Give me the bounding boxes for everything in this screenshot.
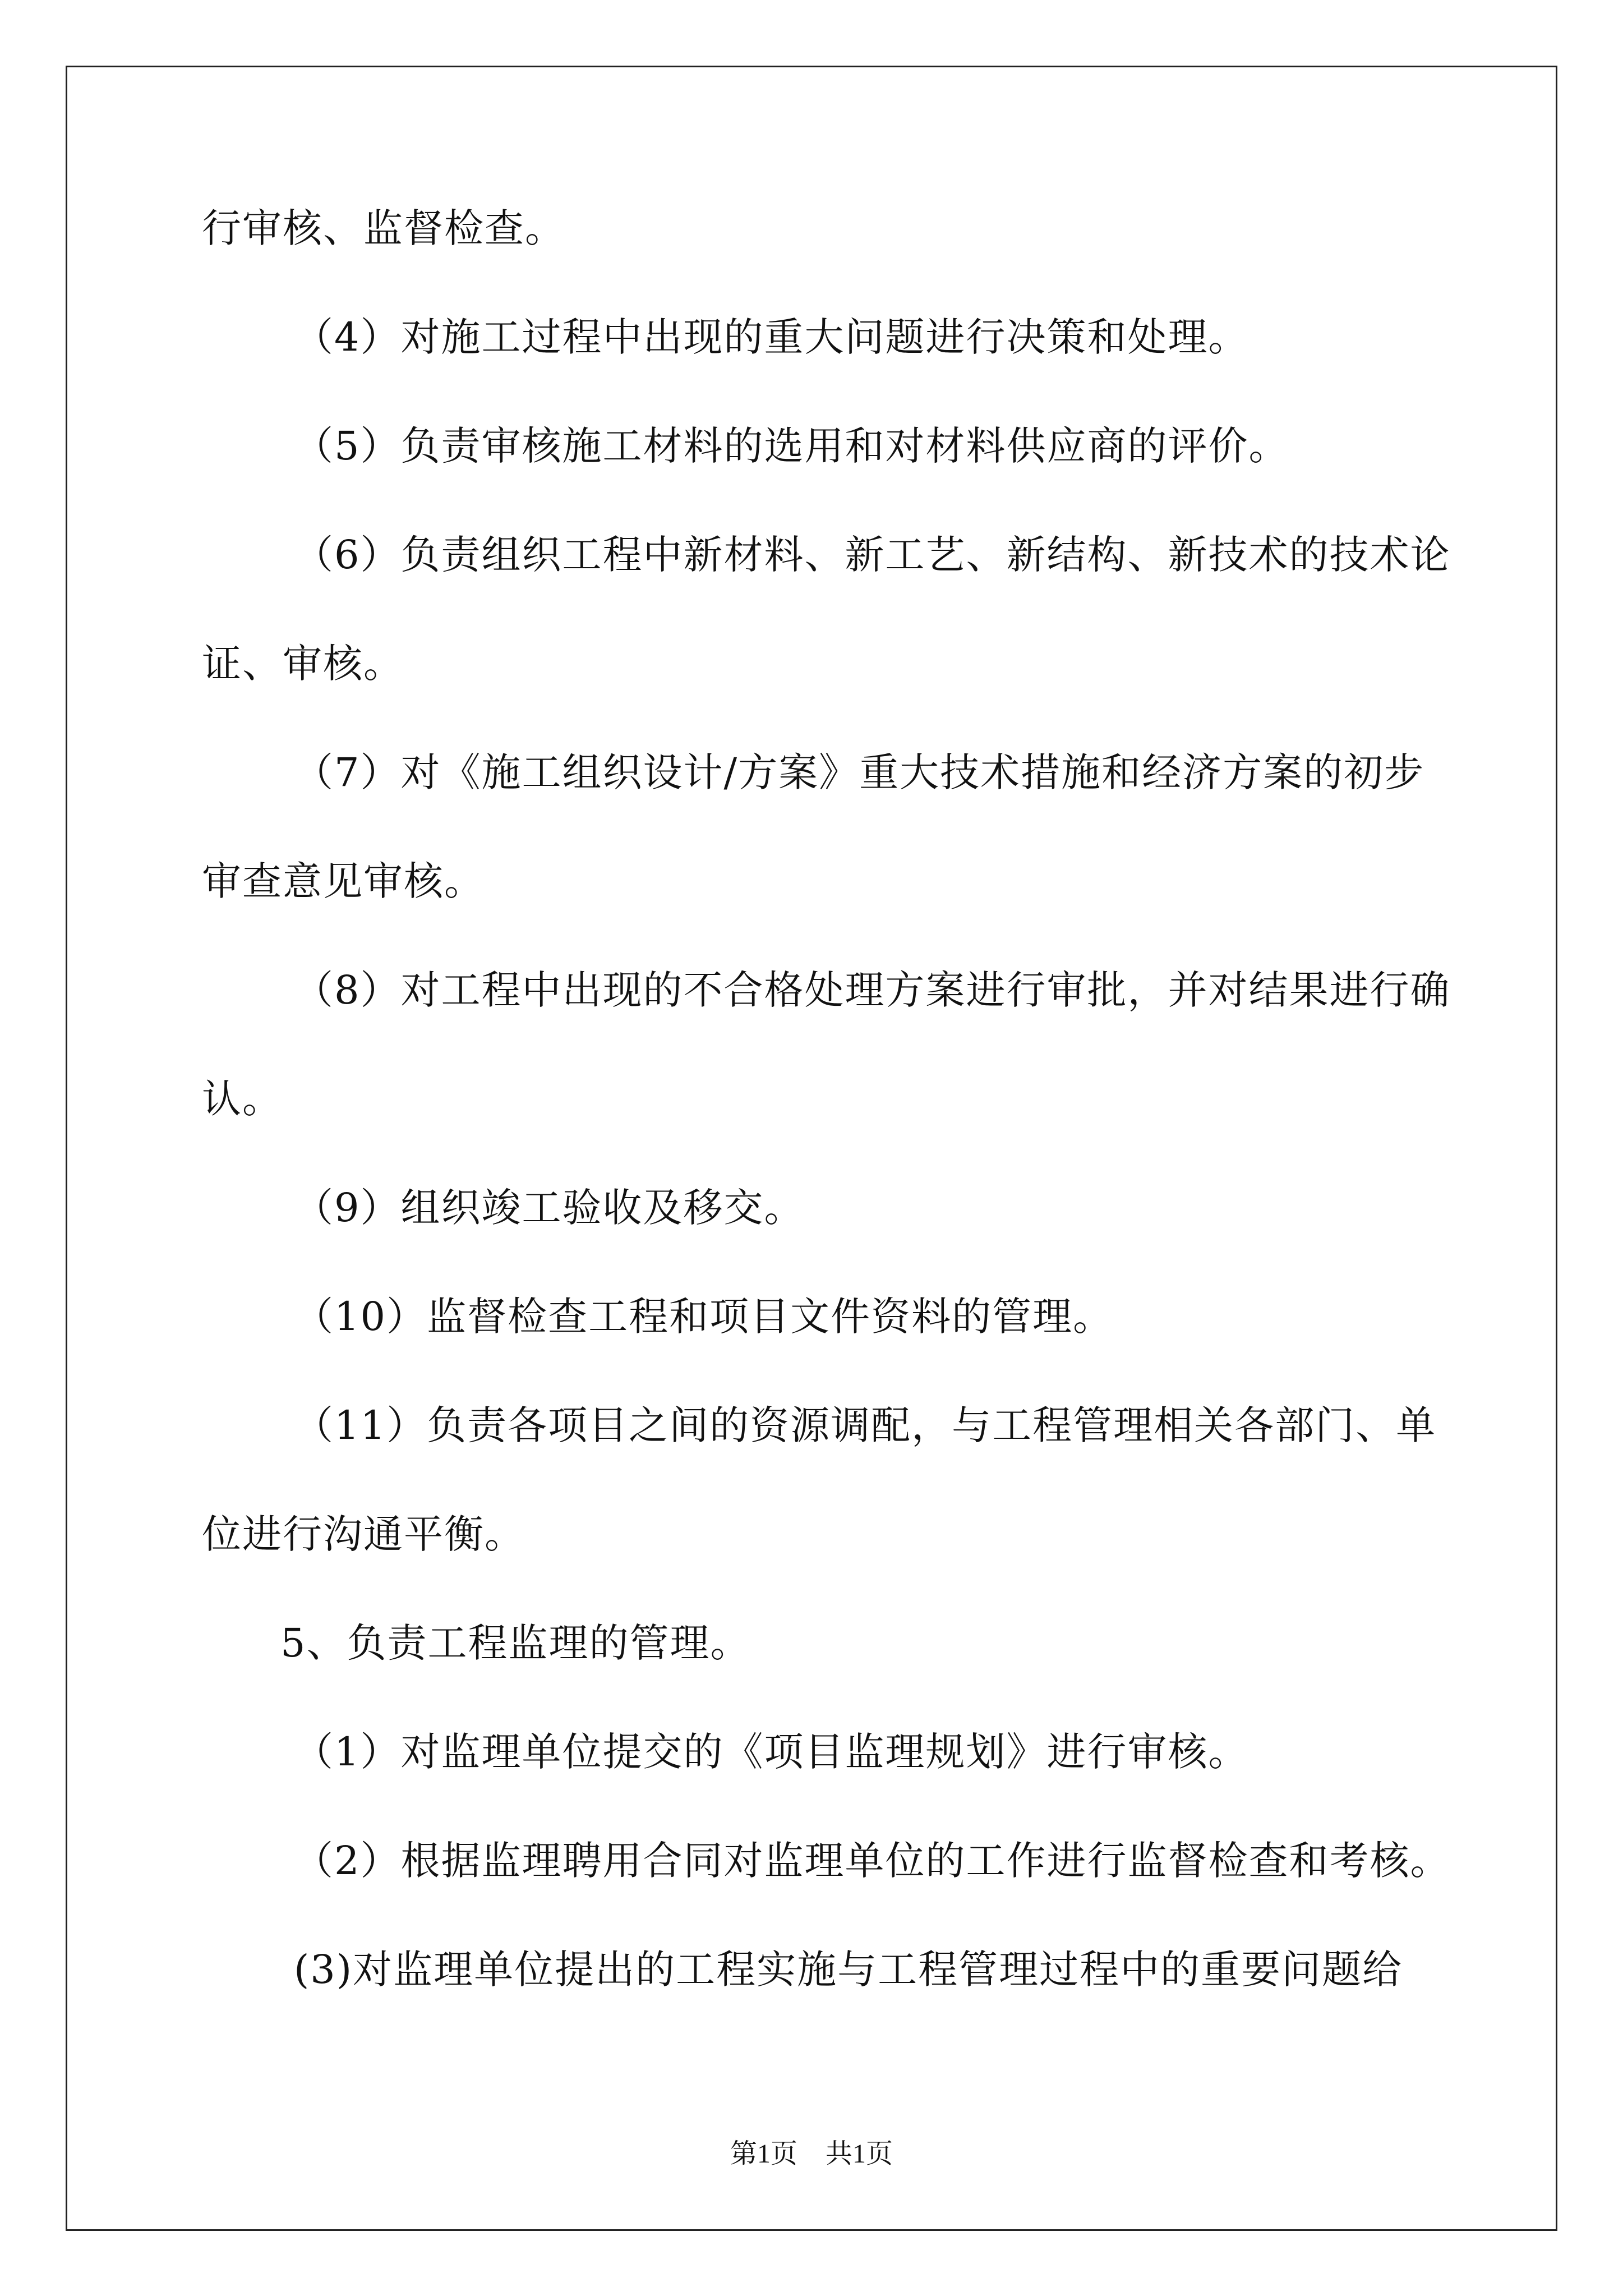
paragraph: (3)对监理单位提出的工程实施与工程管理过程中的重要问题给 bbox=[294, 1947, 1403, 1993]
paragraph: 行审核、监督检查。 bbox=[202, 205, 565, 251]
paragraph: （6）负责组织工程中新材料、新工艺、新结构、新技术的技术论 bbox=[294, 532, 1451, 578]
document-body bbox=[202, 202, 1451, 2052]
paragraph: （1）对监理单位提交的《项目监理规划》进行审核。 bbox=[294, 1729, 1249, 1775]
page-footer bbox=[0, 2132, 1623, 2170]
page-total: 共1页 bbox=[826, 2139, 893, 2169]
paragraph: （2）根据监理聘用合同对监理单位的工作进行监督检查和考核。 bbox=[294, 1838, 1451, 1884]
paragraph: 5、负责工程监理的管理。 bbox=[280, 1620, 751, 1666]
paragraph: （9）组织竣工验收及移交。 bbox=[294, 1185, 805, 1231]
paragraph: 审查意见审核。 bbox=[202, 858, 485, 904]
paragraph: （11）负责各项目之间的资源调配，与工程管理相关各部门、单 bbox=[294, 1402, 1437, 1448]
paragraph: （10）监督检查工程和项目文件资料的管理。 bbox=[294, 1294, 1114, 1340]
page-number: 第1页 bbox=[730, 2139, 797, 2169]
paragraph: （4）对施工过程中出现的重大问题进行决策和处理。 bbox=[294, 314, 1249, 360]
paragraph: 位进行沟通平衡。 bbox=[202, 1511, 525, 1557]
paragraph: （5）负责审核施工材料的选用和对材料供应商的评价。 bbox=[294, 423, 1289, 469]
paragraph: 证、审核。 bbox=[202, 641, 404, 687]
paragraph: （8）对工程中出现的不合格处理方案进行审批，并对结果进行确 bbox=[294, 967, 1451, 1013]
paragraph: （7）对《施工组织设计/方案》重大技术措施和经济方案的初步 bbox=[294, 749, 1425, 795]
paragraph: 认。 bbox=[202, 1076, 283, 1122]
